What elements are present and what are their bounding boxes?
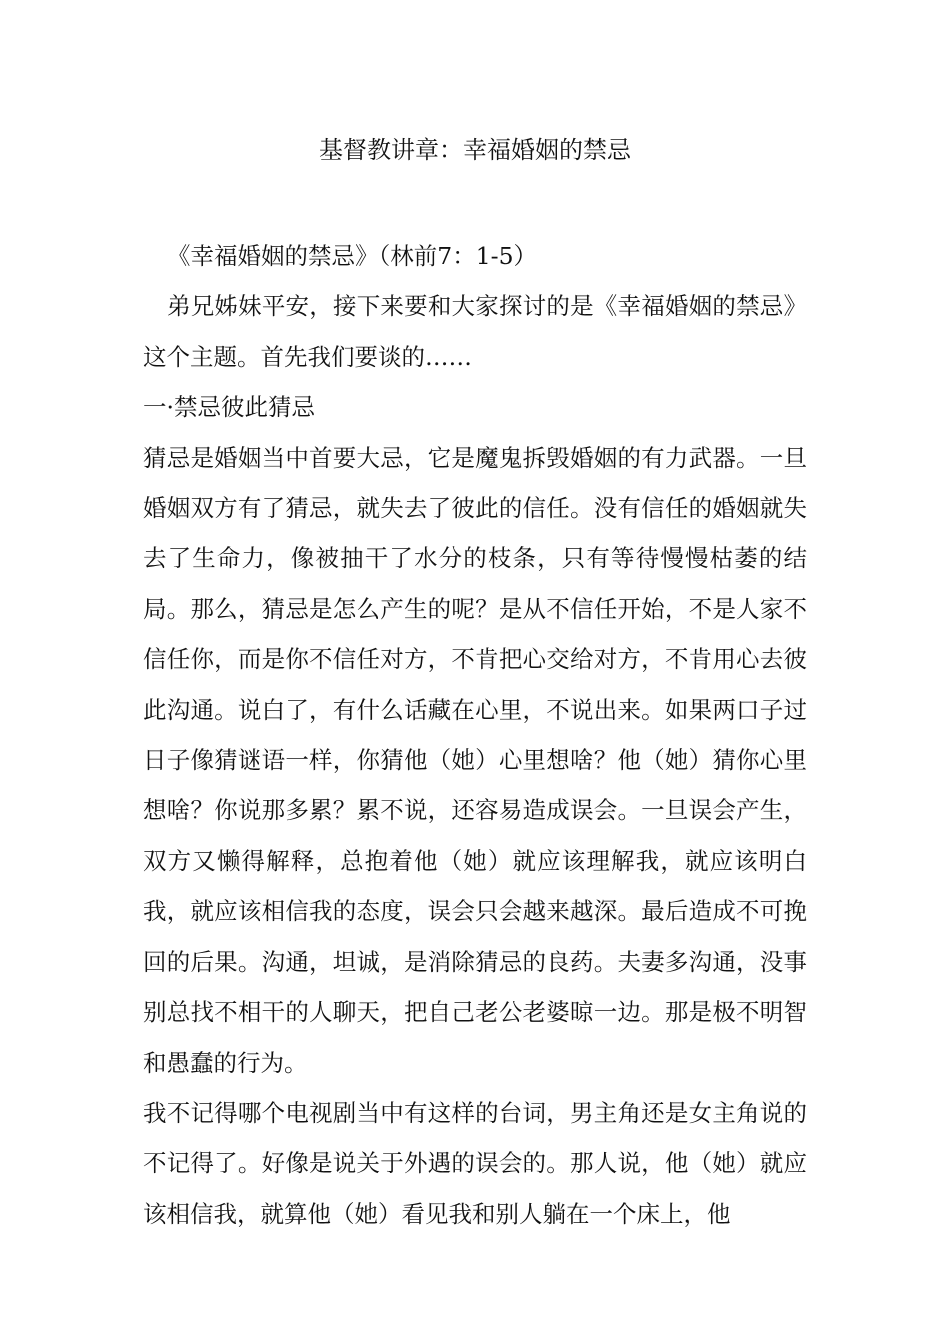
section-heading: 一·禁忌彼此猜忌 <box>143 393 315 422</box>
document-body <box>143 231 807 1239</box>
intro-paragraph: 弟兄姊妹平安，接下来要和大家探讨的是《幸福婚姻的禁忌》这个主题。首先我们要谈的…… <box>143 292 807 371</box>
document-title: 基督教讲章：幸福婚姻的禁忌 <box>319 136 631 164</box>
body-paragraph: 猜忌是婚姻当中首要大忌，它是魔鬼拆毁婚姻的有力武器。一旦婚姻双方有了猜忌，就失去了彼此的信任。没有信任的婚姻就失去了生命力，像被抽干了水分的枝条，只有等待慢慢枯萎的结局。那么，猜忌是怎么产生的呢？是从不信任开始，不是人家不信任你，而是你不信任对方，不肯把心交给对方，不肯用心去彼此沟通。说白了，有什么话藏在心里，不说出来。如果两口子过日子像猜谜语一样，你猜他（她）心里想啥？他（她）猜你心里想啥？你说那多累？累不说，还容易造成误会。一旦误会产生，双方又懒得解释，总抱着他（她）就应该理解我，就应该明白我，就应该相信我的态度，误会只会越来越深。最后造成不可挽回的后果。沟通，坦诚，是消除猜忌的良药。夫妻多沟通，没事别总找不相干的人聊天，把自己老公老婆晾一边。那是极不明智和愚蠢的行为。 <box>143 443 807 1077</box>
body-paragraph: 我不记得哪个电视剧当中有这样的台词，男主角还是女主角说的不记得了。好像是说关于外遇的误会的。那人说，他（她）就应该相信我，就算他（她）看见我和别人躺在一个床上，他 <box>143 1098 807 1228</box>
scripture-reference: 《幸福婚姻的禁忌》（林前7：1-5） <box>167 242 538 270</box>
